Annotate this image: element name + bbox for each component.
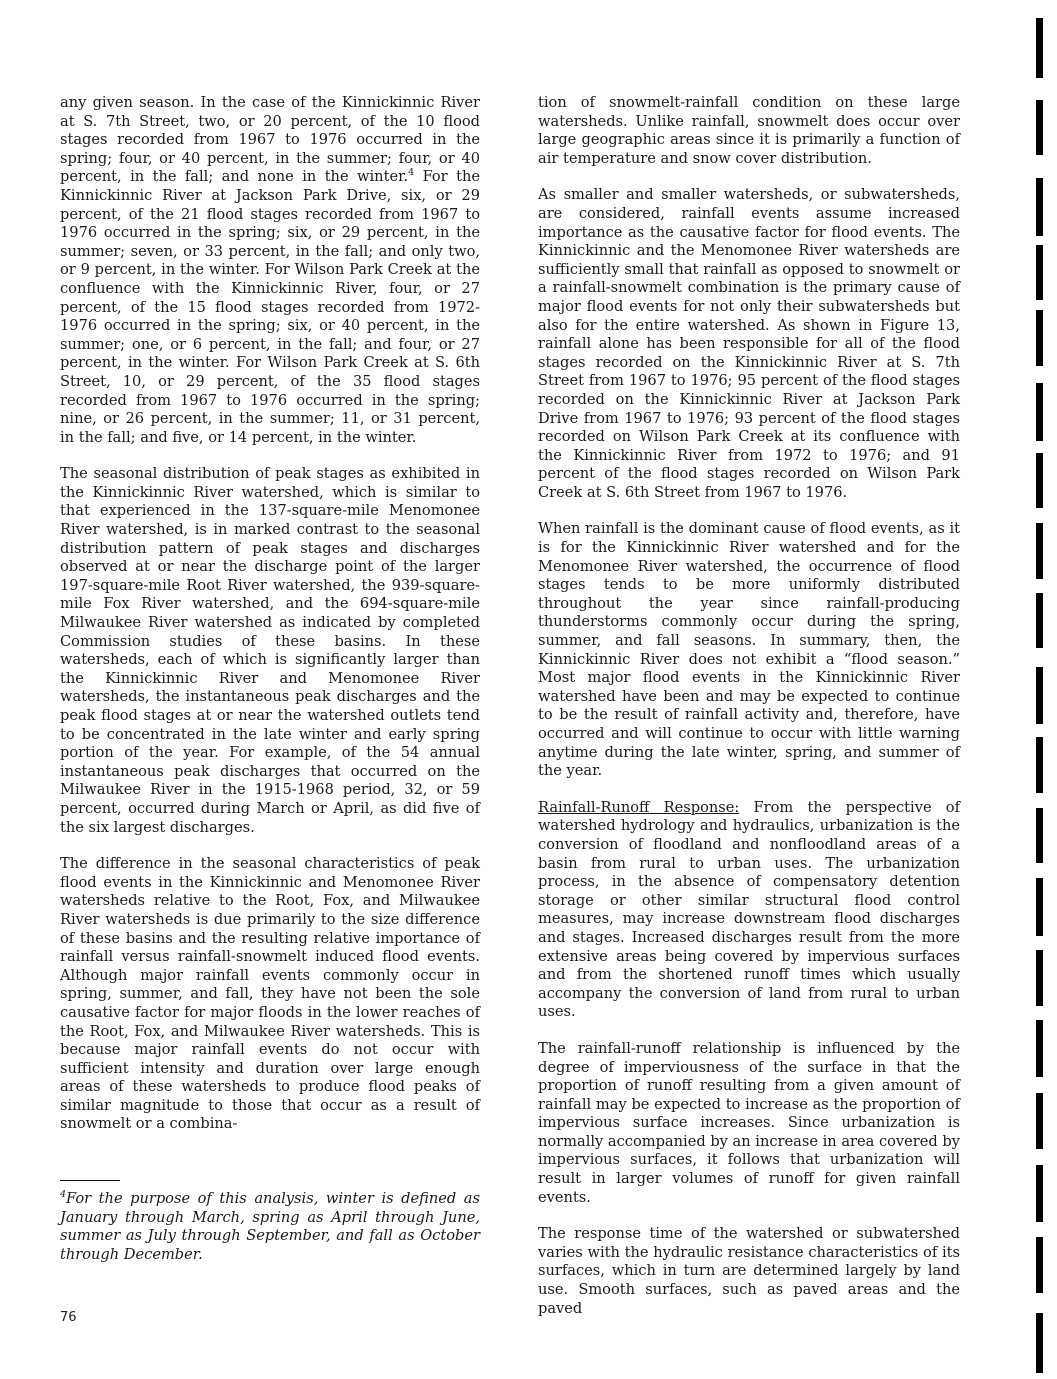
text-run: When rainfall is the dominant cause of flood events, as it is for the Kinnickinnic River watershed and for the Menomonee River watershed, the occurrence of flood stages tends to be more uniformly distributed throughout the year since rainfall-producing thunderstorms commonly occur during the spring, summer, and fall seasons. In summary, then, the Kinnickinnic River does not exhibit a “flood season.” Most major flood events in the Kinnickinnic River watershed have been and may be expected to continue to be the result of rainfall activity and, therefore, have occurred and will continue to occur with little warning anytime during the late winter, spring, and summer of the year. (538, 520, 960, 780)
text-run: The response time of the watershed or subwatershed varies with the hydraulic resistance characteristics of its surfaces, which in turn are determined largely by land use. Smooth surfaces, such as paved areas and the paved (538, 1225, 960, 1317)
binding-mark (1036, 808, 1043, 863)
binding-mark (1036, 950, 1043, 1006)
binding-mark (1036, 18, 1043, 78)
text-run: The difference in the seasonal characteristics of peak flood events in the Kinnickinnic and Menomonee River watersheds relative to the Root, Fox, and Milwaukee River watersheds is due primarily to the size difference of these basins and the resulting relative importance of rainfall versus rainfall-snowmelt induced flood events. Although major rainfall events commonly occur in spring, summer, and fall, they have not been the sole causative factor for major floods in the lower reaches of the Root, Fox, and Milwaukee River watersheds. This is because major rainfall events do not occur with sufficient intensity and duration over large enough areas of these watersheds to produce flood peaks of similar magnitude to those that occur as a result of snowmelt or a combina- (60, 855, 480, 1133)
text-run: tion of snowmelt-rainfall condition on these large watersheds. Unlike rainfall, snowmelt does occur over large geographic areas since it is primarily a function of air temperature and snow cover distribution. (538, 94, 960, 167)
text-run: For the Kinnickinnic River at Jackson Park Drive, six, or 29 percent, of the 21 flood stages recorded from 1967 to 1976 occurred in the spring; six, or 29 percent, in the summer; seven, or 33 percent, in the fall; and only two, or 9 percent, in the winter. For Wilson Park Creek at the confluence with the Kinnickinnic River, four, or 27 percent, of the 15 flood stages recorded from 1972-1976 occurred in the spring; six, or 40 percent, in the summer; one, or 6 percent, in the fall; and four, or 27 percent, in the winter. For Wilson Park Creek at S. 6th Street, 10, or 29 percent, of the 35 flood stages recorded from 1967 to 1976 occurred in the spring; nine, or 26 percent, in the summer; 11, or 31 percent, in the fall; and five, or 14 percent, in the winter. (60, 168, 480, 446)
binding-mark (1036, 178, 1043, 236)
text-run: As smaller and smaller watersheds, or subwatersheds, are considered, rainfall events assume increased importance as the causative factor for flood events. The Kinnickinnic and the Menomonee River watersheds are sufficiently small that rainfall as opposed to snowmelt or a rainfall-snowmelt combination is the primary cause of major flood events for not only their subwatersheds but also for the entire watershed. As shown in Figure 13, rainfall alone has been responsible for all of the flood stages recorded on the Kinnickinnic River at S. 7th Street from 1967 to 1976; 95 percent of the flood stages recorded on the Kinnickinnic River at Jackson Park Drive from 1967 to 1976; 93 percent of the flood stages recorded on Wilson Park Creek at its confluence with the Kinnickinnic River from 1972 to 1976; and 91 percent of the flood stages recorded on Wilson Park Creek at S. 6th Street from 1967 to 1976. (538, 186, 960, 501)
binding-mark (1036, 1020, 1043, 1077)
binding-mark (1036, 878, 1043, 936)
text-run: any given season. In the case of the Kinnickinnic River at S. 7th Street, two, or 20 percent, of the 10 flood stages recorded from 1967 to 1976 occurred in the spring; four, or 40 percent, in the summer; four, or 40 percent, in the fall; and none in the winter. (60, 94, 480, 186)
binding-mark (1036, 1313, 1043, 1373)
binding-mark (1036, 453, 1043, 508)
binding-mark (1036, 310, 1043, 366)
binding-mark (1036, 1165, 1043, 1222)
binding-mark (1036, 1093, 1043, 1149)
text-run: The rainfall-runoff relationship is influenced by the degree of imperviousness of the surface in that the proportion of runoff resulting from a given amount of rainfall may be expected to increase as the proportion of impervious surface increases. Since urbanization is normally accompanied by an increase in area covered by impervious surfaces, it follows that urbanization will result in larger volumes of runoff for given rainfall events. (538, 1039, 960, 1206)
footnote-ref: 4 (408, 167, 415, 179)
footnote-text: For the purpose of this analysis, winter is defined as January through March, spring as April through June, summer as July through September, and fall as October through December. (60, 1190, 480, 1263)
binding-mark (1036, 383, 1043, 441)
binding-mark (1036, 523, 1043, 579)
binding-mark (1036, 737, 1043, 793)
binding-mark (1036, 667, 1043, 724)
binding-mark (1036, 593, 1043, 648)
text-run: The seasonal distribution of peak stages as exhibited in the Kinnickinnic River watershed, which is similar to that experienced in the 137-square-mile Menomonee River watershed, is in marked contrast to the seasonal distribution pattern of peak stages and discharges observed at or near the discharge point of the larger 197-square-mile Root River watershed, the 939-square-mile Fox River watershed, and the 694-square-mile Milwaukee River watershed as indicated by completed Commission studies of these basins. In these watersheds, each of which is significantly larger than the Kinnickinnic River and Menomonee River watersheds, the instantaneous peak discharges and the peak flood stages at or near the watershed outlets tend to be concentrated in the late winter and early spring portion of the year. For example, of the 54 annual instantaneous peak discharges that occurred on the Milwaukee River in the 1915-1968 period, 32, or 59 percent, occurred during March or April, as did five of the six largest discharges. (60, 465, 480, 836)
text-run: From the perspective of watershed hydrology and hydraulics, urbanization is the conversion of floodland and nonfloodland areas of a basin from rural to urban uses. The urbanization process, in the absence of compensatory detention storage or other similar structural flood control measures, may increase downstream flood discharges and stages. Increased discharges result from the more extensive areas being covered by impervious surfaces and from the shortened runoff times which usually accompany the conversion of land from rural to urban uses. (538, 798, 960, 1021)
binding-mark (1036, 100, 1043, 155)
binding-mark (1036, 245, 1043, 300)
binding-mark (1036, 1237, 1043, 1293)
section-heading: Rainfall-Runoff Response: (538, 798, 740, 816)
footnote-marker: 4 (60, 1189, 67, 1201)
page-number: 76 (60, 1310, 77, 1325)
